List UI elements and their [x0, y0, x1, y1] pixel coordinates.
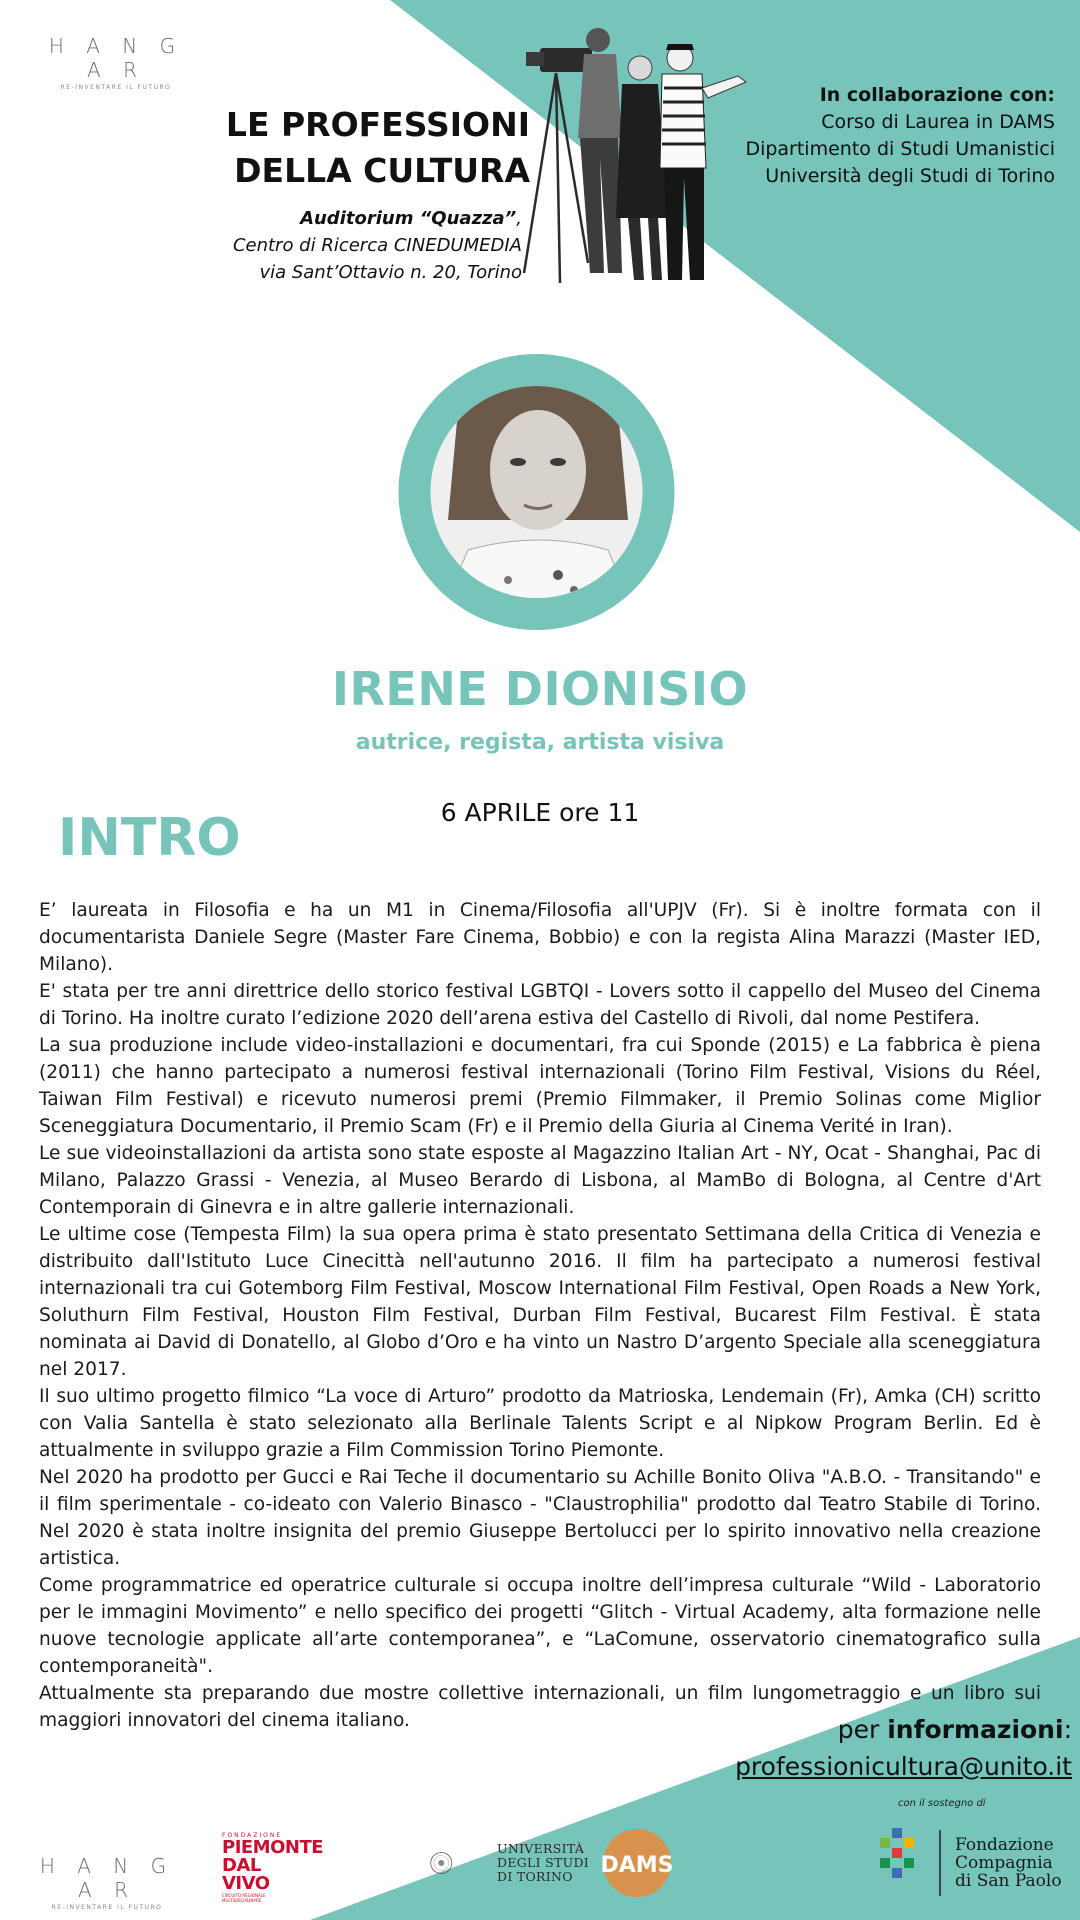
dams-logo-text: DAMS — [600, 1853, 674, 1878]
unito-line: UNIVERSITÀ — [497, 1841, 585, 1856]
hangar-footer-logo — [22, 1854, 192, 1911]
event-date: 6 APRILE ore 11 — [440, 798, 640, 827]
speaker-role: autrice, regista, artista visiva — [355, 730, 725, 755]
fondazione-line: Fondazione — [955, 1835, 1054, 1855]
event-title-line1: LE PROFESSIONI — [225, 105, 530, 144]
venue-block: Auditorium “Quazza”, Centro di Ricerca CINEDUMEDIA via Sant’Ottavio n. 20, Torino — [190, 205, 522, 286]
event-title — [200, 102, 530, 194]
dams-logo-icon — [600, 1826, 675, 1901]
contact-email-link[interactable]: professionicultura@unito.it — [735, 1752, 1072, 1781]
info-line — [838, 1715, 1072, 1744]
collaboration-block — [720, 82, 1055, 190]
unito-seal-icon — [430, 1833, 490, 1893]
piemonte-logo-line-b: DAL VIVO — [222, 1855, 270, 1894]
venue-line2: Centro di Ricerca CINEDUMEDIA — [232, 235, 522, 256]
hangar-footer-tagline: RE-INVENTARE IL FUTURO — [51, 1904, 163, 1911]
collab-line: Corso di Laurea in DAMS — [821, 111, 1055, 133]
intro-heading: INTRO — [58, 808, 241, 868]
event-title-line2: DELLA CULTURA — [234, 151, 530, 190]
bio-paragraph: Come programmatrice ed operatrice culturale si occupa inoltre dell’impresa culturale “Wild - Laboratorio per le immagini Movimento” e nello specifico dei progetti “Glitch - Virtual Academy, alta formazione nelle nuove tecnologie applicate all’arte contemporanea”, e “LaComune, osservatorio cinematografico sulla contemporaneità". — [39, 1575, 1041, 1677]
piemonte-logo-top: FONDAZIONE — [222, 1832, 283, 1839]
fondazione-line: di San Paolo — [955, 1871, 1062, 1891]
fondazione-line: Compagnia — [955, 1853, 1053, 1873]
collab-line: Dipartimento di Studi Umanistici — [745, 138, 1055, 160]
sostegno-label: con il sostegno di — [898, 1798, 986, 1809]
bio-paragraph: La sua produzione include video-installazioni e documentari, fra cui Sponde (2015) e La fabbrica è piena (2011) che hanno partecipato a numerosi festival internazionali (Torino Film Festival, Visions du Réel, Taiwan Film Festival) e ricevuto numerosi premi (Premio Filmmaker, il Premio Solinas come Miglior Sceneggiatura Documentario, il Premio Scam (Fr) e il Premio della Giuria al Cinema Verité in Iran). — [39, 1035, 1041, 1137]
piemonte-logo-subtitle: CIRCUITO REGIONALE MULTIDISCIPLINARE — [222, 1893, 266, 1903]
speaker-portrait — [398, 350, 675, 630]
piemonte-dal-vivo-logo — [222, 1832, 324, 1903]
bio-paragraph: E’ laureata in Filosofia e ha un M1 in Cinema/Filosofia all'UPJV (Fr). Si è inoltre formata con il documentarista Daniele Segre (Master Fare Cinema, Bobbio) e con la regista Alina Marazzi (Master IED, Milano). — [39, 900, 1041, 975]
fondazione-text — [955, 1836, 1062, 1890]
bio-paragraph: Nel 2020 ha prodotto per Gucci e Rai Teche il documentario su Achille Bonito Oliva "A.B.O. - Transitando" e il film sperimentale - co-ideato con Valerio Binasco - "Claustrophilia" prodotto dal Teatro Stabile di Torino. Nel 2020 è stata inoltre insignita del premio Giuseppe Bertolucci per lo spirito innovativo nella creazione artistica. — [39, 1467, 1041, 1569]
hangar-logo-word: H A N G A R — [48, 34, 184, 82]
bio-paragraph: Attualmente sta preparando due mostre collettive internazionali, un film lungometraggio e un libro sui maggiori innovatori del cinema italiano. — [39, 1683, 1041, 1731]
unito-line: DI TORINO — [497, 1869, 573, 1884]
speaker-name: IRENE DIONISIO — [331, 662, 749, 716]
hangar-logo — [36, 34, 196, 91]
bio-paragraph: Le sue videoinstallazioni da artista sono state esposte al Magazzino Italian Art - NY, Ocat - Shanghai, Pac di Milano, Palazzo Grassi - Venezia, al Museo Berardo di Lisbona, al MamBo di Bologna, al Centre d'Art Contemporain di Ginevra e in altre gallerie internazionali. — [39, 1143, 1041, 1218]
unito-logo-text — [497, 1842, 589, 1884]
unito-line: DEGLI STUDI — [497, 1855, 590, 1870]
venue-line3: via Sant’Ottavio n. 20, Torino — [259, 262, 522, 283]
hangar-footer-word: H A N G A R — [39, 1854, 175, 1902]
venue-name: Auditorium “Quazza” — [300, 208, 517, 229]
bio-paragraph: Il suo ultimo progetto filmico “La voce di Arturo” prodotto da Matrioska, Lendemain (Fr), Amka (CH) scritto con Valia Santella è stato selezionato alla Berlinale Talents Script e al Nipkow Program Berlin. Ed è attualmente in sviluppo grazie a Film Commission Torino Piemonte. — [39, 1386, 1041, 1461]
collab-heading: In collaborazione con: — [819, 84, 1055, 106]
info-suffix: : — [1063, 1715, 1072, 1744]
collab-line: Università degli Studi di Torino — [765, 165, 1055, 187]
info-prefix: per — [837, 1715, 888, 1744]
bio-paragraph: E' stata per tre anni direttrice dello storico festival LGBTQI - Lovers sotto il cappello del Museo del Cinema di Torino. Ha inoltre curato l’edizione 2020 dell’arena estiva del Castello di Rivoli, dal nome Pestifera. — [39, 981, 1041, 1029]
hangar-logo-tagline: RE-INVENTARE IL FUTURO — [60, 84, 172, 91]
piemonte-logo-line-a: PIEMONTE — [222, 1837, 324, 1858]
info-bold: informazioni — [887, 1715, 1064, 1744]
bio-text — [39, 897, 1041, 1734]
bio-paragraph: Le ultime cose (Tempesta Film) la sua opera prima è stato presentato Settimana della Critica di Venezia e distribuito dall'Istituto Luce Cinecittà nell'autunno 2016. Il film ha partecipato a numerosi festival internazionali tra cui Gotemborg Film Festival, Moscow International Film Festival, Open Roads a New York, Soluthurn Film Festival, Houston Film Festival, Durban Film Festival, Bucarest Film Festival. È stata nominata ai David di Donatello, al Globo d’Oro e ha vinto un Nastro D’argento Speciale alla sceneggiatura nel 2017. — [39, 1224, 1041, 1380]
